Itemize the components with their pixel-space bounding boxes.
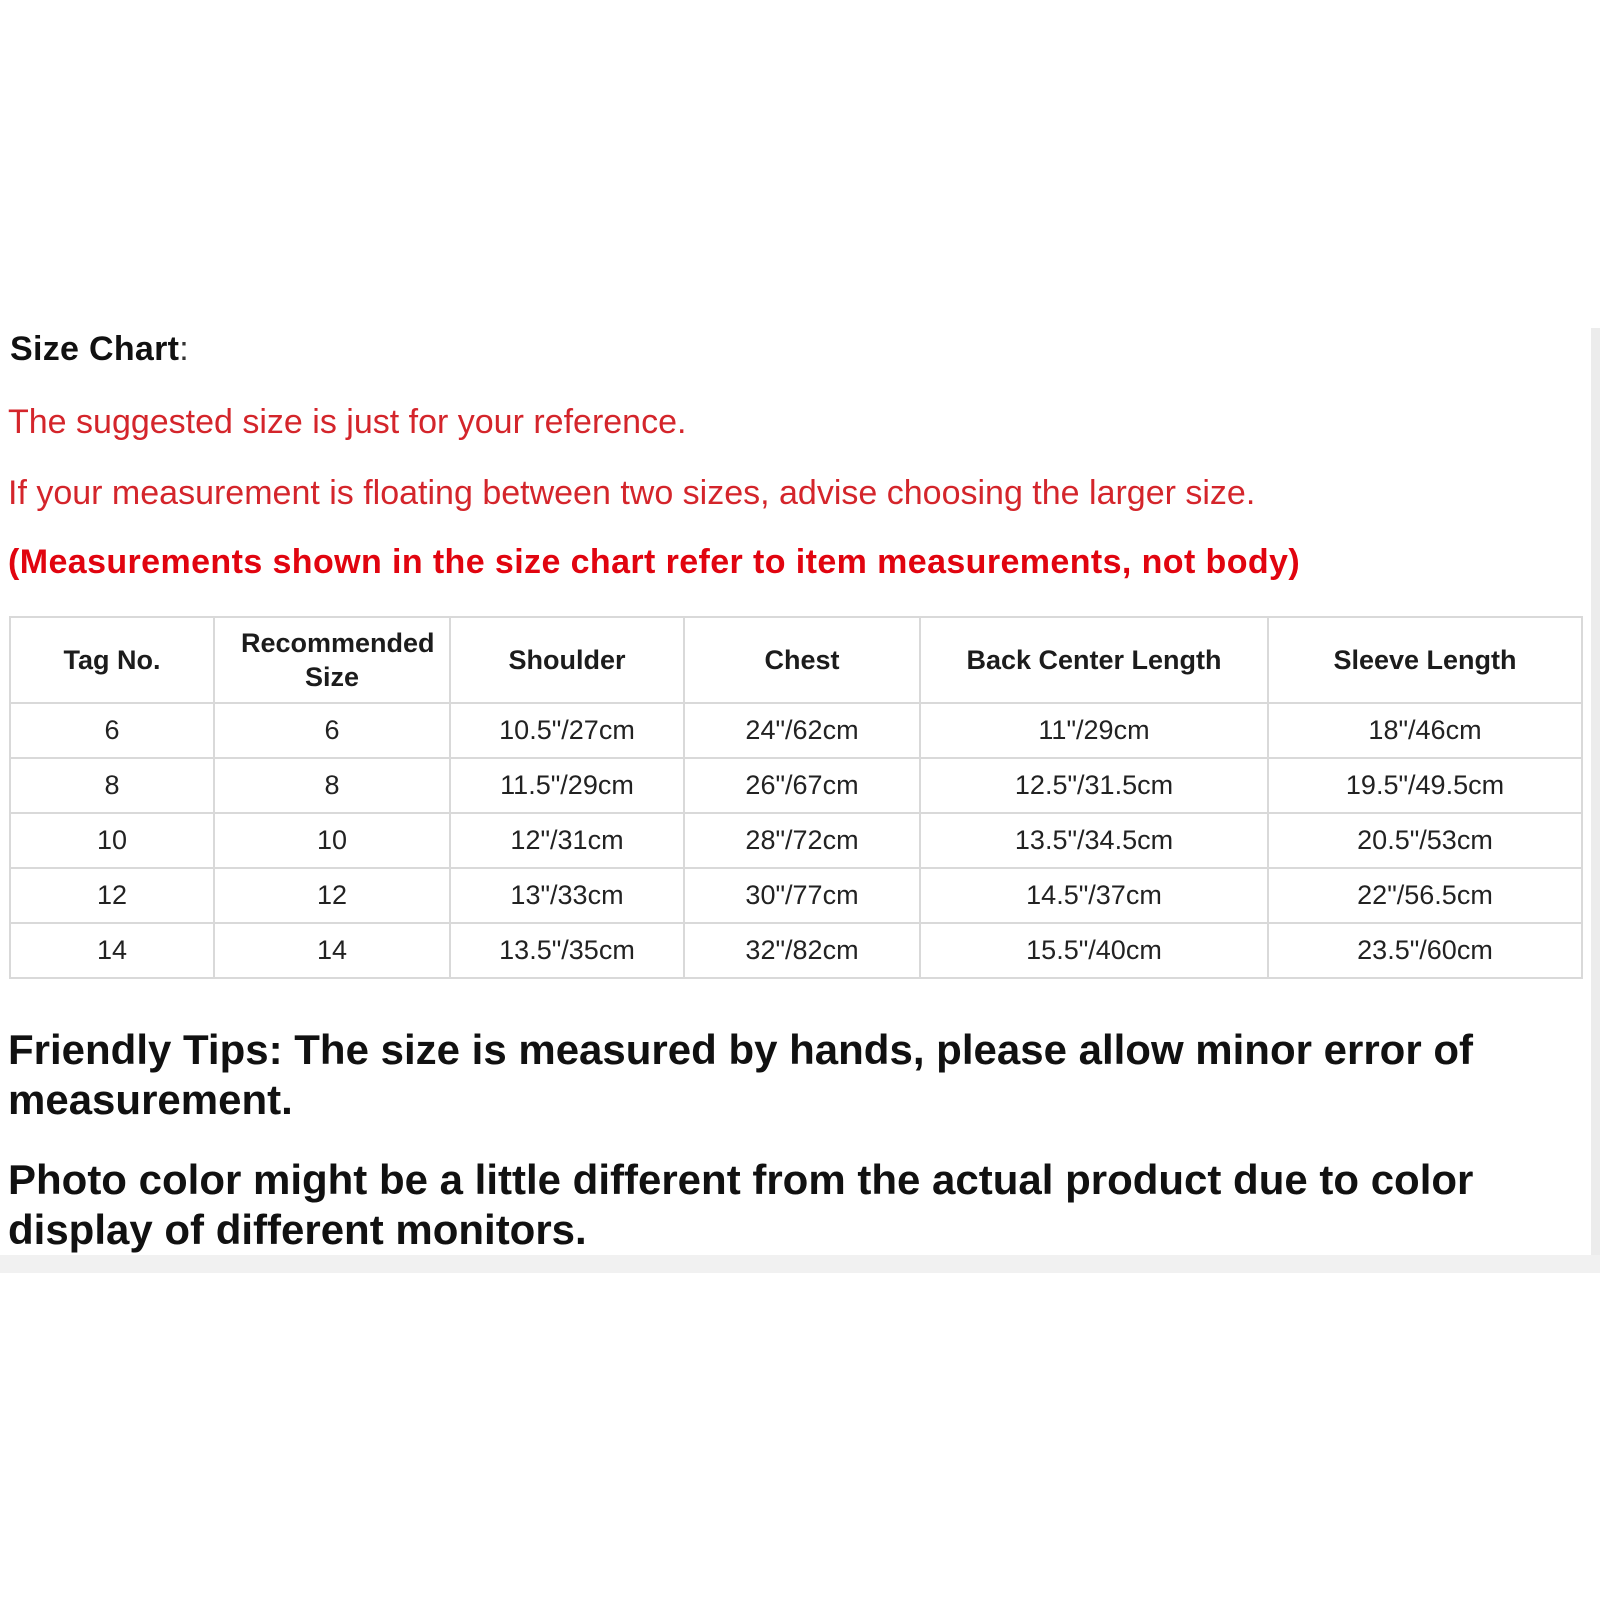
table-row [10, 868, 1582, 923]
table-cell: 12.5"/31.5cm [920, 758, 1268, 813]
table-cell: 8 [10, 758, 214, 813]
table-cell: 20.5"/53cm [1268, 813, 1582, 868]
measurement-disclaimer: (Measurements shown in the size chart refer to item measurements, not body) [8, 543, 1301, 581]
table-cell: 12 [214, 868, 450, 923]
table-cell: 14 [214, 923, 450, 978]
table-cell: 11.5"/29cm [450, 758, 684, 813]
panel-right-edge [1591, 328, 1600, 1258]
size-chart-heading [10, 330, 189, 369]
table-row [10, 758, 1582, 813]
column-header-sleeve-length: Sleeve Length [1268, 617, 1582, 703]
table-cell: 11"/29cm [920, 703, 1268, 758]
table-cell: 18"/46cm [1268, 703, 1582, 758]
column-header-tag-no: Tag No. [10, 617, 214, 703]
table-cell: 13.5"/35cm [450, 923, 684, 978]
panel-bottom-edge [0, 1255, 1600, 1273]
friendly-tips: Friendly Tips: The size is measured by hands, please allow minor error of measurement. [8, 1026, 1473, 1123]
table-cell: 10 [214, 813, 450, 868]
table-cell: 30"/77cm [684, 868, 920, 923]
table-cell: 14.5"/37cm [920, 868, 1268, 923]
column-header-back-center-length: Back Center Length [920, 617, 1268, 703]
table-cell: 24"/62cm [684, 703, 920, 758]
column-header-chest: Chest [684, 617, 920, 703]
table-cell: 10.5"/27cm [450, 703, 684, 758]
table-cell: 12"/31cm [450, 813, 684, 868]
larger-size-note: If your measurement is floating between two sizes, advise choosing the larger size. [8, 474, 1256, 512]
table-cell: 32"/82cm [684, 923, 920, 978]
table-cell: 6 [214, 703, 450, 758]
photo-color-note: Photo color might be a little different from the actual product due to color display of different monitors. [8, 1156, 1474, 1253]
table-cell: 13.5"/34.5cm [920, 813, 1268, 868]
reference-note: The suggested size is just for your reference. [8, 403, 687, 441]
table-cell: 14 [10, 923, 214, 978]
column-header-recommended-size: Recommended Size [214, 617, 450, 703]
table-cell: 15.5"/40cm [920, 923, 1268, 978]
table-cell: 19.5"/49.5cm [1268, 758, 1582, 813]
table-cell: 23.5"/60cm [1268, 923, 1582, 978]
heading-colon: : [179, 330, 190, 368]
table-cell: 28"/72cm [684, 813, 920, 868]
heading-text: Size Chart [10, 330, 180, 368]
table-cell: 8 [214, 758, 450, 813]
table-cell: 10 [10, 813, 214, 868]
table-cell: 6 [10, 703, 214, 758]
table-header-row [10, 617, 1582, 703]
table-row [10, 813, 1582, 868]
table-cell: 26"/67cm [684, 758, 920, 813]
size-table [9, 616, 1583, 979]
table-cell: 12 [10, 868, 214, 923]
table-row [10, 923, 1582, 978]
column-header-shoulder: Shoulder [450, 617, 684, 703]
table-cell: 22"/56.5cm [1268, 868, 1582, 923]
table-cell: 13"/33cm [450, 868, 684, 923]
table-row [10, 703, 1582, 758]
